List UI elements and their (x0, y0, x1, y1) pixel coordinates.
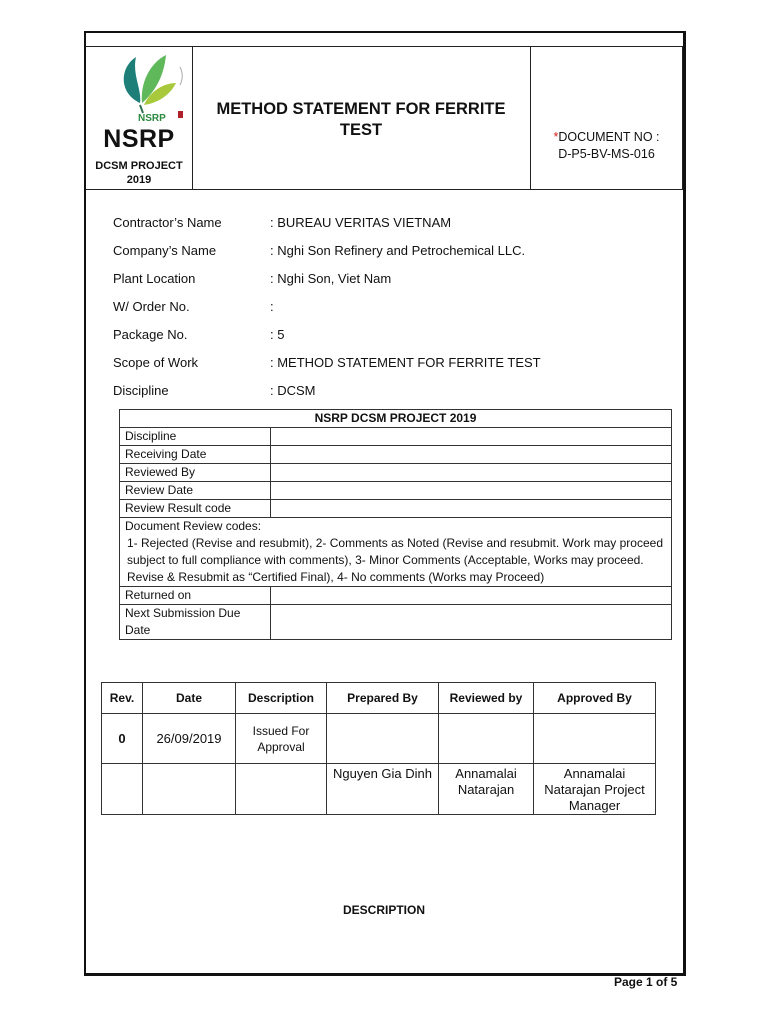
review-codes-text: 1- Rejected (Revise and resubmit), 2- Comments as Noted (Revise and resubmit. Work may proceed subject to full compliance with comments), 3- Minor Comments (Acceptable, Works may proceed. Revise & Resubmit as “Certified Final), 4- No comments (Works may Proceed) (127, 536, 663, 584)
document-number: *DOCUMENT NO : D-P5-BV-MS-016 (553, 130, 660, 161)
document-title: METHOD STATEMENT FOR FERRITE TEST (216, 100, 506, 139)
description-heading: DESCRIPTION (342, 903, 425, 917)
review-codes-title: Document Review codes: (125, 519, 262, 533)
svg-text:NSRP: NSRP (138, 113, 166, 124)
table-row: 0 26/09/2019 Issued For Approval (102, 714, 656, 764)
review-codes-row (120, 518, 672, 587)
revision-table (101, 682, 656, 815)
table-row: Discipline (120, 428, 672, 446)
org-name: NSRP (103, 125, 175, 153)
nsrp-leaf-logo (110, 49, 190, 129)
table-row: Next Submission Due Date (120, 605, 672, 640)
review-table-heading: NSRP DCSM PROJECT 2019 (120, 410, 672, 428)
page-indicator: Page 1 of 5 (614, 975, 678, 989)
table-row: Nguyen Gia Dinh Annamalai Natarajan Annamalai Natarajan Project Manager (102, 764, 656, 815)
project-name: DCSM PROJECT 2019 (95, 160, 183, 186)
table-row: Review Result code (120, 500, 672, 518)
table-row: Receiving Date (120, 446, 672, 464)
document-header (86, 46, 683, 190)
revision-header-row: Rev. Date Description Prepared By Reviewed by Approved By (102, 683, 656, 714)
table-row: Review Date (120, 482, 672, 500)
table-row: Returned on (120, 587, 672, 605)
document-number-cell (530, 47, 682, 189)
logo-cell (86, 47, 193, 189)
table-row: Reviewed By (120, 464, 672, 482)
review-table (119, 409, 672, 640)
